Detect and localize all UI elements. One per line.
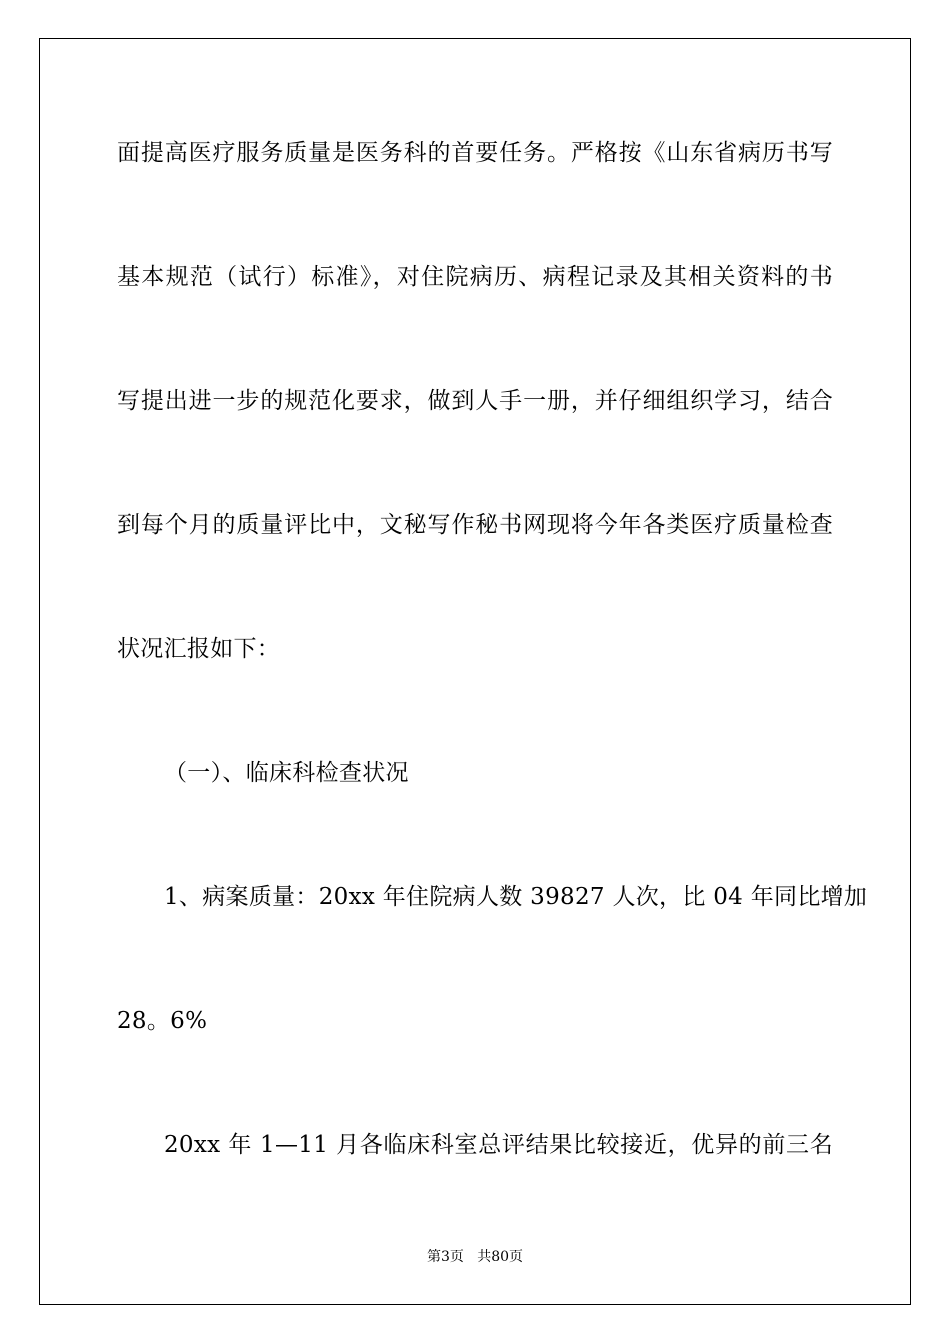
page-border	[39, 38, 911, 1305]
body-line-8: 28。6%	[117, 1008, 208, 1034]
body-line-7: 1、病案质量：20xx 年住院病人数 39827 人次，比 04 年同比增加	[164, 884, 868, 910]
body-line-3: 写提出进一步的规范化要求，做到人手一册，并仔细组织学习，结合	[117, 388, 833, 414]
body-line-9: 20xx 年 1—11 月各临床科室总评结果比较接近，优异的前三名	[164, 1132, 833, 1158]
section-heading: （一）、临床科检查状况	[164, 760, 409, 786]
body-line-5: 状况汇报如下：	[117, 636, 281, 662]
body-line-1: 面提高医疗服务质量是医务科的首要任务。严格按《山东省病历书写	[117, 140, 833, 166]
page-footer: 第3页 共80页	[426, 1249, 524, 1265]
body-line-2: 基本规范（试行）标准》，对住院病历、病程记录及其相关资料的书	[117, 264, 833, 290]
body-line-4: 到每个月的质量评比中，文秘写作秘书网现将今年各类医疗质量检查	[117, 512, 833, 538]
